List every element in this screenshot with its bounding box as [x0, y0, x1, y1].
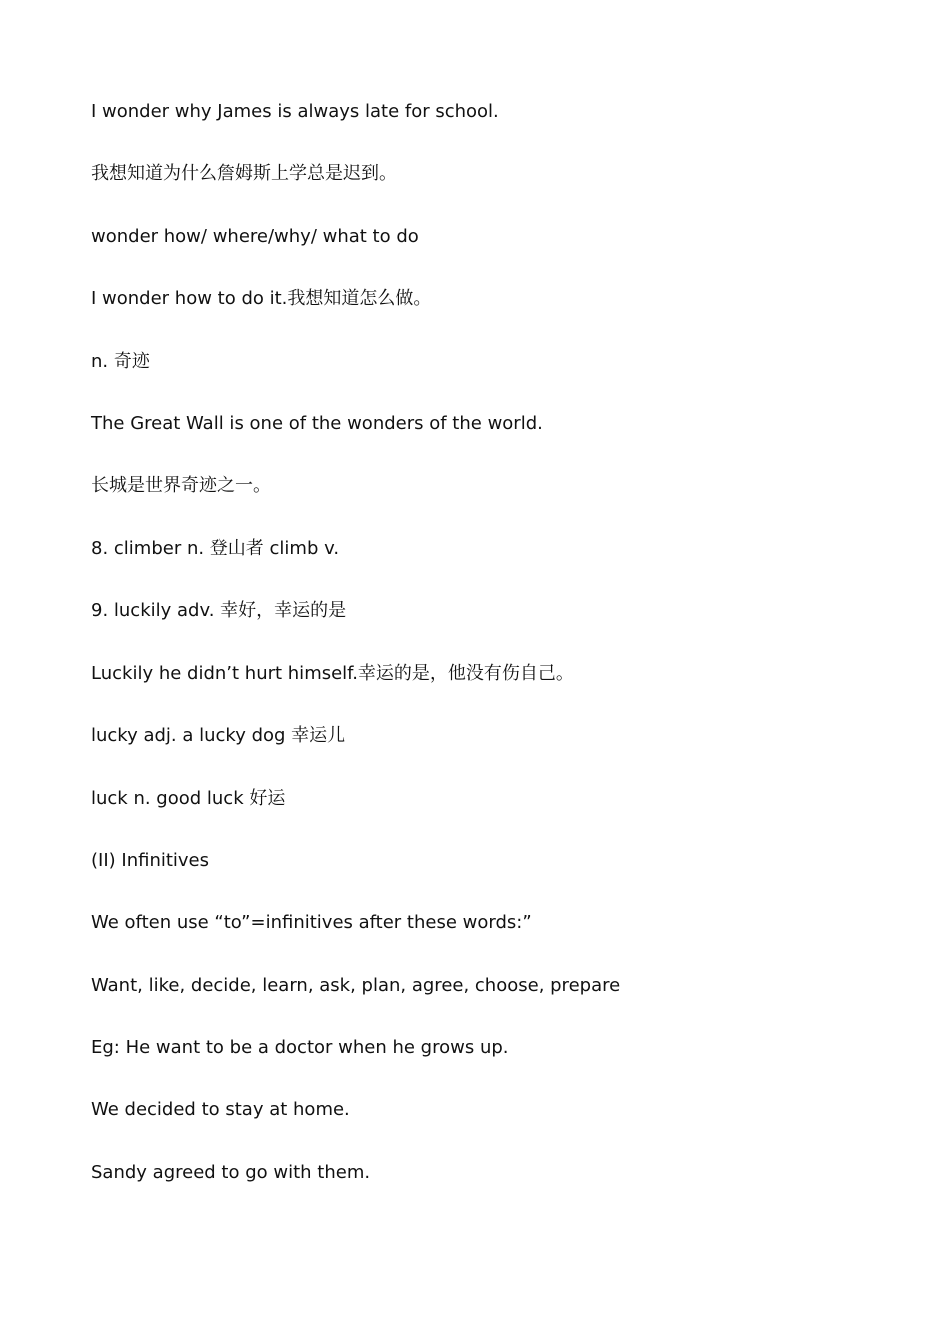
text-line-infinitives-rule: We often use “to”=infinitives after these words:”	[91, 912, 532, 933]
text-line-wonder-noun: n. 奇迹	[91, 351, 150, 372]
text-line-verb-list: Want, like, decide, learn, ask, plan, agree, choose, prepare	[91, 975, 621, 996]
text-line-luck: luck n. good luck 好运	[91, 788, 286, 809]
text-line-example-agreed: Sandy agreed to go with them.	[91, 1162, 371, 1183]
text-line-wonder-pattern: wonder how/ where/why/ what to do	[91, 226, 419, 247]
text-line-luckily-example: Luckily he didn’t hurt himself.幸运的是，他没有伤自己。	[91, 663, 574, 684]
text-line-wonder-example: I wonder why James is always late for school.	[91, 101, 499, 122]
text-line-great-wall-translation: 长城是世界奇迹之一。	[91, 475, 271, 496]
text-line-example-doctor: Eg: He want to be a doctor when he grows up.	[91, 1037, 509, 1058]
text-line-wonder-translation: 我想知道为什么詹姆斯上学总是迟到。	[91, 163, 397, 184]
text-line-luckily: 9. luckily adv. 幸好，幸运的是	[91, 600, 347, 621]
text-line-lucky: lucky adj. a lucky dog 幸运儿	[91, 725, 346, 746]
section-heading-infinitives: (II) Infinitives	[91, 850, 210, 871]
text-line-climber: 8. climber n. 登山者 climb v.	[91, 538, 340, 559]
text-line-example-decided: We decided to stay at home.	[91, 1099, 350, 1120]
text-line-wonder-how-example: I wonder how to do it.我想知道怎么做。	[91, 288, 432, 309]
text-line-great-wall-example: The Great Wall is one of the wonders of the world.	[91, 413, 543, 434]
